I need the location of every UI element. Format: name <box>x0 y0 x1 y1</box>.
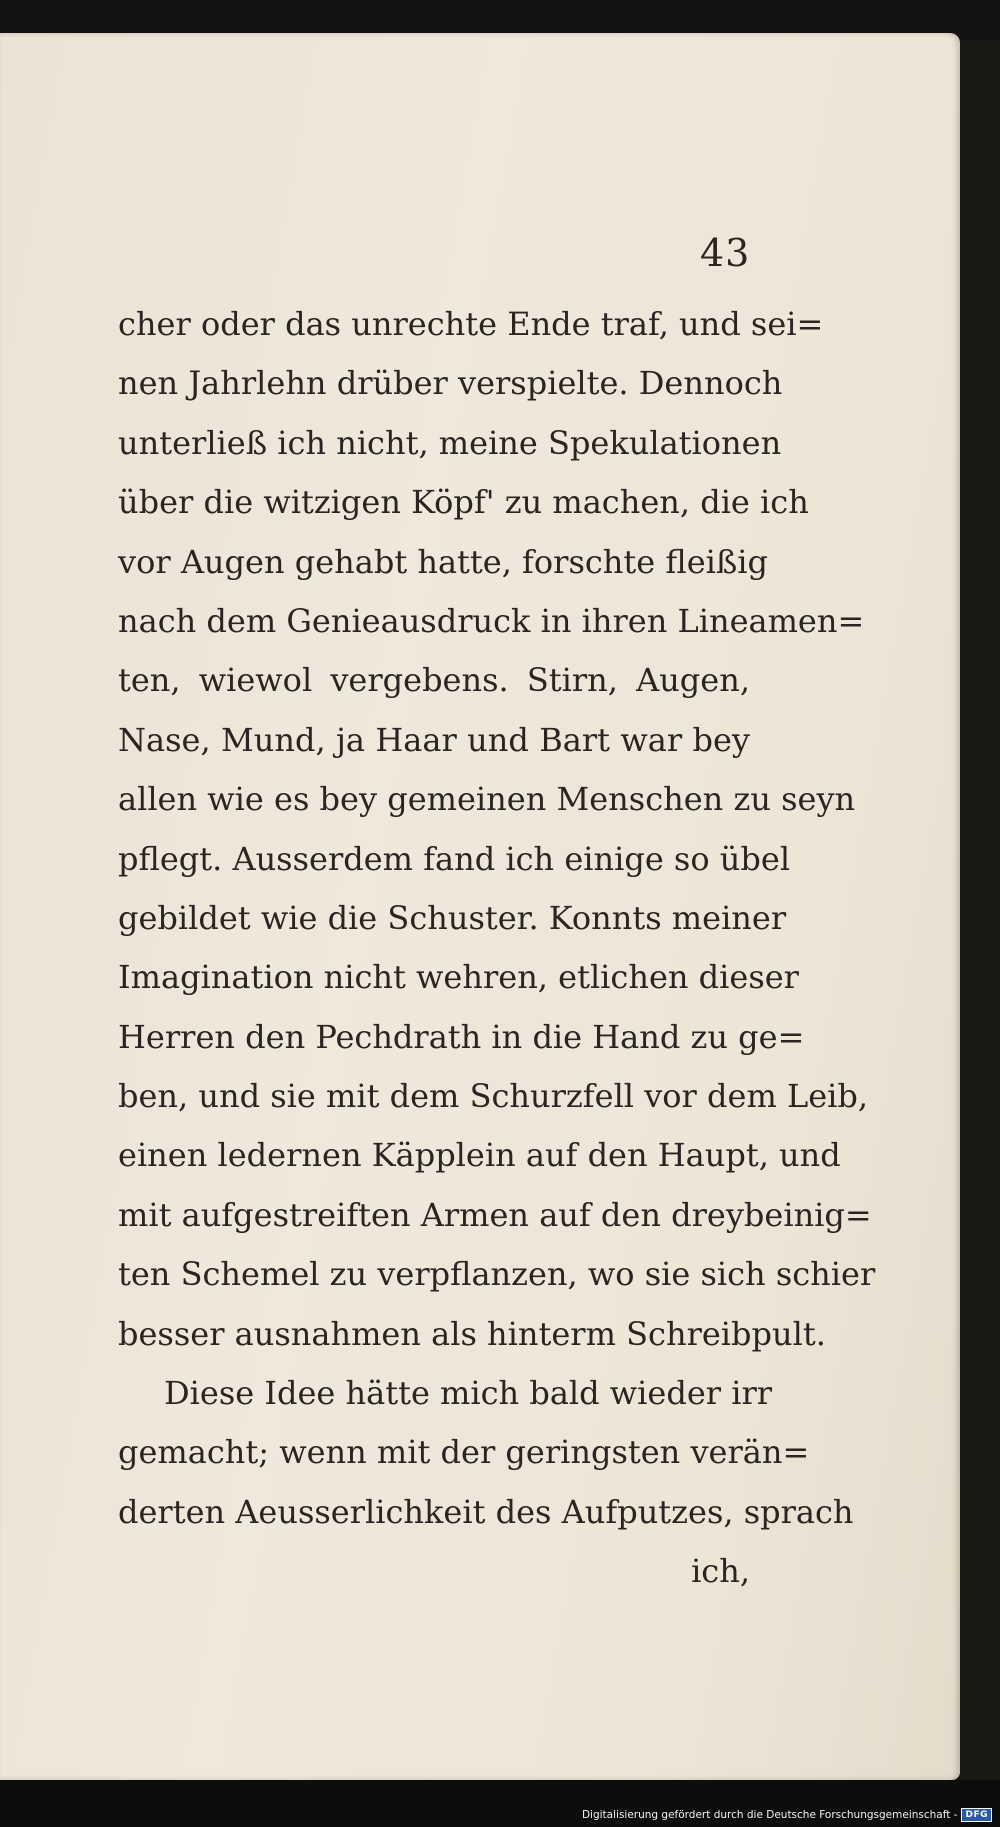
text-line: Herren den Pechdrath in die Hand zu ge= <box>118 1017 805 1056</box>
credit-text: Digitalisierung gefördert durch die Deutsche Forschungsgemeinschaft - <box>581 1809 958 1821</box>
text-line: nach dem Genieausdruck in ihren Lineamen= <box>118 601 865 640</box>
scan-edge-shadow <box>960 40 1000 1780</box>
dfg-logo-icon: DFG <box>961 1808 992 1822</box>
text-line: Nase, Mund, ja Haar und Bart war bey <box>118 720 750 759</box>
page-number: 43 <box>700 231 751 275</box>
text-line: einen ledernen Käpplein auf den Haupt, und <box>118 1136 841 1175</box>
text-line: ten Schemel zu verpflanzen, wo sie sich schier <box>118 1255 876 1294</box>
text-line: besser ausnahmen als hinterm Schreibpult. <box>118 1314 826 1353</box>
book-page <box>0 33 960 1780</box>
text-line: unterließ ich nicht, meine Spekulationen <box>118 423 782 462</box>
text-line: nen Jahrlehn drüber verspielte. Dennoch <box>118 364 783 403</box>
text-line: pflegt. Ausserdem fand ich einige so übel <box>118 839 791 878</box>
text-line: vor Augen gehabt hatte, forschte fleißig <box>118 542 768 581</box>
catchword: ich, <box>691 1552 750 1591</box>
text-line: ben, und sie mit dem Schurzfell vor dem Leib, <box>118 1077 869 1116</box>
text-line: Diese Idee hätte mich bald wieder irr <box>164 1374 773 1413</box>
text-line: Imagination nicht wehren, etlichen dieser <box>118 958 799 997</box>
digitization-credit <box>582 1805 992 1825</box>
text-line: derten Aeusserlichkeit des Aufputzes, sprach <box>118 1492 854 1531</box>
text-line: gemacht; wenn mit der geringsten verän= <box>118 1433 810 1472</box>
text-line: mit aufgestreiften Armen auf den dreybeinig= <box>118 1195 872 1234</box>
text-line: gebildet wie die Schuster. Konnts meiner <box>118 898 787 937</box>
text-line: ten, wiewol vergebens. Stirn, Augen, <box>118 661 750 700</box>
text-line: allen wie es bey gemeinen Menschen zu seyn <box>118 780 856 819</box>
text-line: cher oder das unrechte Ende traf, und sei= <box>118 305 824 343</box>
text-line: über die witzigen Köpf' zu machen, die ich <box>118 483 809 522</box>
page-text-block <box>118 295 876 1602</box>
